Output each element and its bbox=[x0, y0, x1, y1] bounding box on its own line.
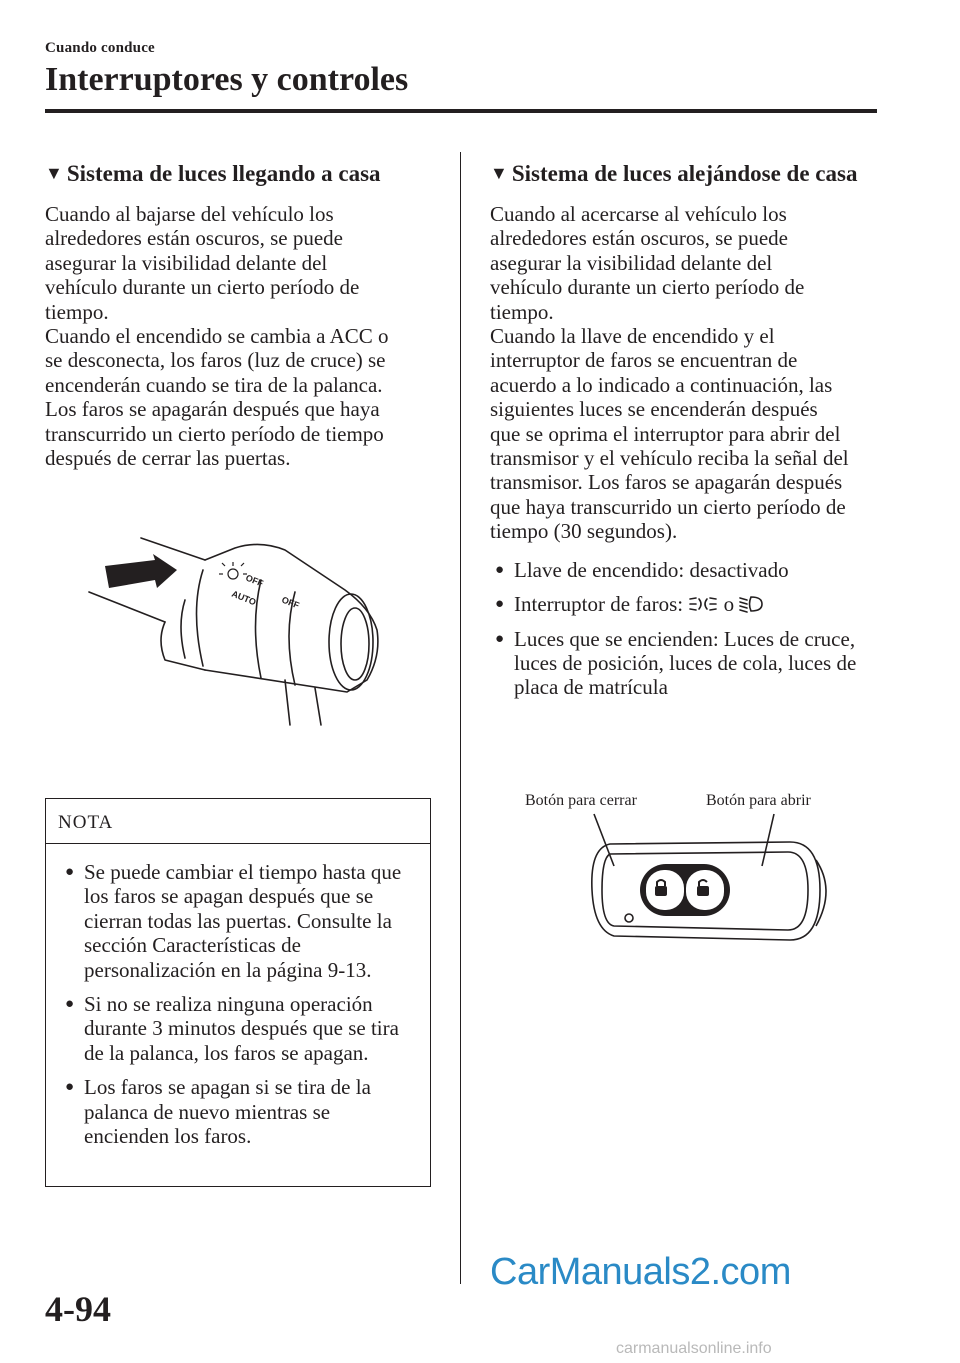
page-number: 4-94 bbox=[45, 1289, 111, 1329]
right-paragraph bbox=[490, 202, 890, 710]
list-item bbox=[60, 860, 420, 982]
paragraph-line: que se oprima el interruptor para abrir del bbox=[490, 421, 841, 446]
padlock-closed-icon bbox=[655, 886, 667, 896]
paragraph-line: interruptor de faros se encuentran de bbox=[490, 348, 798, 373]
lights-condition: Luces que se encienden: Luces de cruce, luces de posición, luces de cola, luces de placa de matrícula bbox=[514, 626, 857, 700]
list-item bbox=[490, 627, 890, 700]
paragraph-line: Los faros se apagarán después que haya bbox=[45, 397, 380, 422]
headlight-lever-illustration bbox=[85, 530, 405, 730]
paragraph-line: transcurrido un cierto período de tiempo bbox=[45, 421, 384, 446]
paragraph-line: vehículo durante un cierto período de bbox=[45, 275, 360, 300]
key-fob-illustration bbox=[580, 808, 840, 950]
ignition-condition: Llave de encendido: desactivado bbox=[514, 557, 789, 582]
paragraph-line: siguientes luces se encenderán después bbox=[490, 397, 818, 422]
bullet-icon: ● bbox=[65, 1079, 75, 1096]
paragraph-line: Cuando el encendido se cambia a ACC o bbox=[45, 324, 389, 349]
list-item bbox=[490, 592, 890, 616]
note-list bbox=[60, 860, 420, 1148]
right-heading-text: Sistema de luces alejándose de casa bbox=[511, 161, 858, 186]
lock-button-label: Botón para cerrar bbox=[525, 792, 637, 809]
watermark: CarManuals2.com bbox=[490, 1251, 791, 1293]
headlight-symbol-icon bbox=[219, 562, 247, 579]
note-item-text: Si no se realiza ninguna operación durante 3 minutos después que se tira de la palanca, los faros se apagan. bbox=[84, 992, 399, 1065]
switch-condition-or: o bbox=[723, 592, 735, 617]
paragraph-line: alrededores están oscuros, se puede bbox=[490, 226, 788, 251]
triangle-marker-icon: ▼ bbox=[45, 163, 63, 183]
paragraph-line: alrededores están oscuros, se puede bbox=[45, 226, 343, 251]
paragraph-line: asegurar la visibilidad delante del bbox=[490, 250, 773, 275]
pull-arrow-icon bbox=[105, 554, 177, 588]
right-section-heading bbox=[490, 158, 890, 189]
parking-lights-icon bbox=[688, 595, 718, 613]
paragraph-line: transmisor. Los faros se apagarán después bbox=[490, 470, 843, 495]
list-item bbox=[490, 558, 890, 582]
list-item bbox=[60, 992, 420, 1065]
paragraph-line: transmisor y el vehículo reciba la señal del bbox=[490, 446, 849, 471]
paragraph-line: encenderán cuando se tira de la palanca. bbox=[45, 372, 383, 397]
bullet-icon: ● bbox=[495, 630, 505, 647]
column-divider bbox=[460, 152, 461, 1284]
footer-site: carmanualsonline.info bbox=[616, 1340, 772, 1357]
list-item bbox=[60, 1075, 420, 1148]
lever-marking-off-2: OFF bbox=[280, 594, 301, 611]
paragraph-line: Cuando al acercarse al vehículo los bbox=[490, 202, 787, 226]
bullet-icon: ● bbox=[495, 561, 505, 578]
left-section-heading bbox=[45, 158, 437, 189]
note-box bbox=[45, 798, 431, 1187]
lever-marking-off: OFF bbox=[244, 572, 265, 589]
bullet-icon: ● bbox=[65, 864, 75, 880]
page-title: Interruptores y controles bbox=[45, 61, 409, 98]
bullet-icon: ● bbox=[65, 996, 75, 1013]
left-paragraph bbox=[45, 202, 437, 470]
note-item-text: Los faros se apagan si se tira de la palanca de nuevo mientras se encienden los faros. bbox=[84, 1075, 371, 1149]
low-beam-headlight-icon bbox=[739, 595, 763, 613]
paragraph-line: tiempo. bbox=[45, 299, 109, 324]
lever-marking-auto: AUTO bbox=[230, 588, 258, 608]
section-label: Cuando conduce bbox=[45, 40, 155, 56]
paragraph-line: Cuando al bajarse del vehículo los bbox=[45, 202, 334, 226]
padlock-open-icon bbox=[697, 886, 709, 896]
paragraph-line: tiempo. bbox=[490, 299, 554, 324]
paragraph-line: después de cerrar las puertas. bbox=[45, 446, 291, 471]
note-item-text: Se puede cambiar el tiempo hasta que los faros se apagan después que se cierran todas las puertas. Consulte la sección Características de personalización en la página 9-13. bbox=[84, 860, 402, 982]
bullet-icon: ● bbox=[495, 596, 505, 613]
paragraph-line: se desconecta, los faros (luz de cruce) se bbox=[45, 348, 386, 373]
title-rule bbox=[45, 109, 877, 113]
paragraph-line: acuerdo a lo indicado a continuación, las bbox=[490, 372, 833, 397]
left-heading-text: Sistema de luces llegando a casa bbox=[66, 161, 381, 186]
paragraph-line: Cuando la llave de encendido y el bbox=[490, 324, 775, 349]
switch-condition-prefix: Interruptor de faros: bbox=[514, 592, 684, 617]
note-title: NOTA bbox=[46, 799, 430, 844]
triangle-marker-icon: ▼ bbox=[490, 163, 508, 183]
paragraph-line: vehículo durante un cierto período de bbox=[490, 275, 805, 300]
unlock-button-label: Botón para abrir bbox=[706, 792, 811, 809]
conditions-list bbox=[490, 558, 890, 700]
paragraph-line: asegurar la visibilidad delante del bbox=[45, 250, 328, 275]
paragraph-line: tiempo (30 segundos). bbox=[490, 519, 678, 544]
paragraph-line: que haya transcurrido un cierto período de bbox=[490, 494, 846, 519]
